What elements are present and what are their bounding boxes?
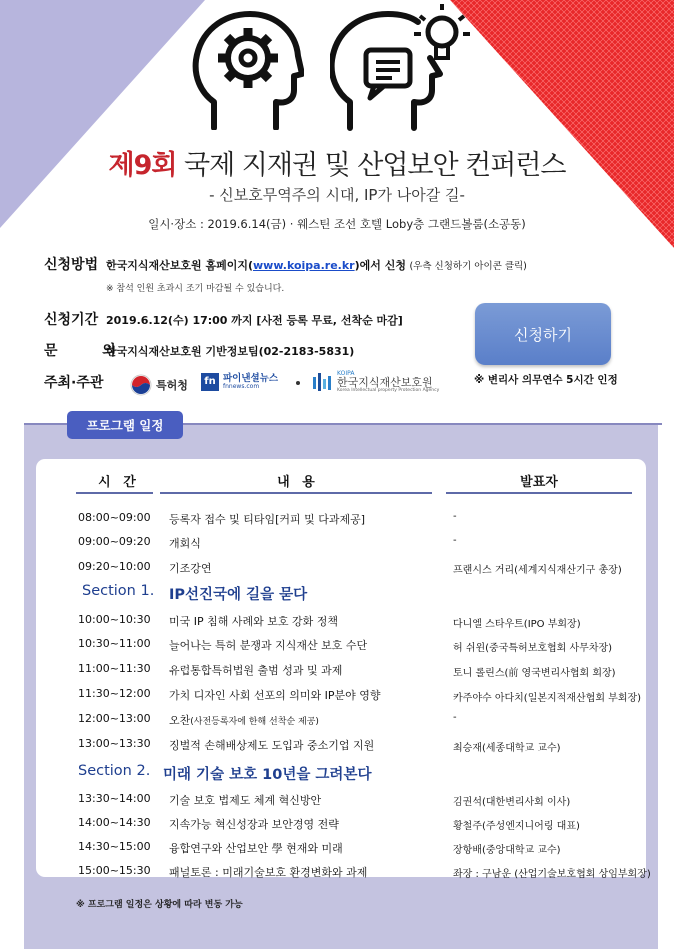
row-item: 지속가능 혁신성장과 보안경영 전략 [169,818,339,831]
header-speaker: 발표자 [520,475,558,490]
period-text: 2019.6.12(수) 17:00 까지 [사전 등록 무료, 선착순 마감] [106,314,403,327]
row-speaker: 허 쉬윈(중국특허보호협회 사무차장) [453,643,613,654]
row-speaker: - [453,535,457,546]
header-content: 내 용 [277,475,315,490]
row-item: 기술 보호 법제도 체계 혁신방안 [169,794,322,807]
row-item: 등록자 접수 및 티타임[커피 및 다과제공] [169,513,366,526]
program-tab: 프로그램 일정 [67,411,183,439]
host-label: 주최·주관 [44,375,104,391]
application-label: 신청방법 [44,257,99,273]
period-label: 신청기간 [44,312,99,328]
row-speaker: 장항배(중앙대학교 교수) [453,845,561,856]
row-time: 12:00~13:00 [78,712,151,725]
row-time: 13:00~13:30 [78,737,151,750]
section-label: Section 1. [82,583,155,599]
row-time: 09:20~10:00 [78,560,151,573]
row-time: 15:00~15:30 [78,864,151,877]
row-speaker: 카주야수 아다치(일본지적재산협회 부회장) [453,693,642,704]
section-title: IP선진국에 길을 묻다 [169,587,308,603]
row-item: 유럽통합특허법원 출범 성과 및 과제 [169,664,343,677]
edition-label: 제9회 [108,150,177,181]
application-text: 한국지식재산보호원 홈페이지(www.koipa.re.kr)에서 신청 (우측 신청하기 아이콘 클릭) [106,259,527,272]
row-item: 늘어나는 특허 분쟁과 지식재산 보호 수단 [169,639,368,652]
header-rule [160,492,432,494]
row-time: 10:00~10:30 [78,613,151,626]
program-footnote: ※ 프로그램 일정은 상황에 따라 변동 가능 [76,900,243,910]
row-item: 기조강연 [169,562,212,575]
fn-logo-icon: fn [201,373,219,391]
section-title: 미래 기술 보호 10년을 그려본다 [163,767,372,783]
row-speaker: 황철주(주성엔지니어링 대표) [453,821,580,832]
row-time: 10:30~11:00 [78,637,151,650]
apply-note: ※ 변리사 의무연수 5시간 인정 [474,374,618,386]
row-time: 13:30~14:00 [78,792,151,805]
row-item: 가치 디자인 사회 선포의 의미와 IP분야 영향 [169,689,381,702]
row-item: 융합연구와 산업보안 學 현재와 미래 [169,842,343,855]
row-time: 11:00~11:30 [78,662,151,675]
application-hint: (우측 신청하기 아이콘 클릭) [409,261,527,272]
row-time: 09:00~09:20 [78,535,151,548]
fnnews-logo: fn 파이낸셜뉴스 fnnews.com [201,373,278,391]
subtitle: - 신보호무역주의 시대, IP가 나아갈 길- [209,186,465,204]
homepage-link[interactable]: www.koipa.re.kr [253,259,355,272]
koipa-logo: KOIPA 한국지식재산보호원 Korea Intellectual property Protection Agency [311,371,439,394]
row-speaker: - [453,712,457,723]
row-item: 패널토론 : 미래기술보호 환경변화와 과제 [169,866,368,879]
row-speaker: 다니엘 스타우트(IPO 부회장) [453,619,581,630]
row-speaker: 좌장 : 구남운 (산업기술보호협회 상임부회장) [453,869,651,880]
koipa-logo-icon [311,371,333,393]
idea-head-icon [330,2,480,132]
conference-name: 국제 지재권 및 산업보안 컨퍼런스 [184,150,566,181]
contact-text: 한국지식재산보호원 기반정보팀(02-2183-5831) [106,345,355,358]
application-note: ※ 참석 인원 초과시 조기 마감될 수 있습니다. [106,284,285,294]
row-speaker: 토니 롤린스(前 영국변리사협회 회장) [453,668,616,679]
row-item: 오찬(사전등록자에 한해 선착순 제공) [169,714,319,727]
apply-button[interactable]: 신청하기 [475,303,611,365]
row-speaker: 프랜시스 거리(세계지식재산기구 총장) [453,565,622,576]
row-speaker: 김권석(대한변리사회 이사) [453,797,571,808]
row-item: 징벌적 손해배상제도 도입과 중소기업 지원 [169,739,375,752]
row-time: 14:30~15:00 [78,840,151,853]
date-venue: 일시·장소 : 2019.6.14(금) · 웨스틴 조선 호텔 Loby층 그랜드볼룸(소공동) [148,217,526,231]
header-rule [446,492,632,494]
row-item: 미국 IP 침해 사례와 보호 강화 정책 [169,615,338,628]
row-time: 11:30~12:00 [78,687,151,700]
row-speaker: 최승재(세종대학교 교수) [453,743,561,754]
row-time: 14:00~14:30 [78,816,151,829]
separator-dot [296,381,300,385]
header-rule [76,492,153,494]
row-speaker: - [453,511,457,522]
row-time: 08:00~09:00 [78,511,151,524]
conference-title [0,143,674,182]
contact-label: 문 의 [44,343,116,359]
kipo-emblem-icon [130,374,152,396]
gear-head-icon [192,10,304,130]
row-item: 개회식 [169,537,201,550]
header-time: 시 간 [98,475,136,490]
kipo-logo: 특허청 [130,374,188,396]
section-label: Section 2. [78,763,151,779]
